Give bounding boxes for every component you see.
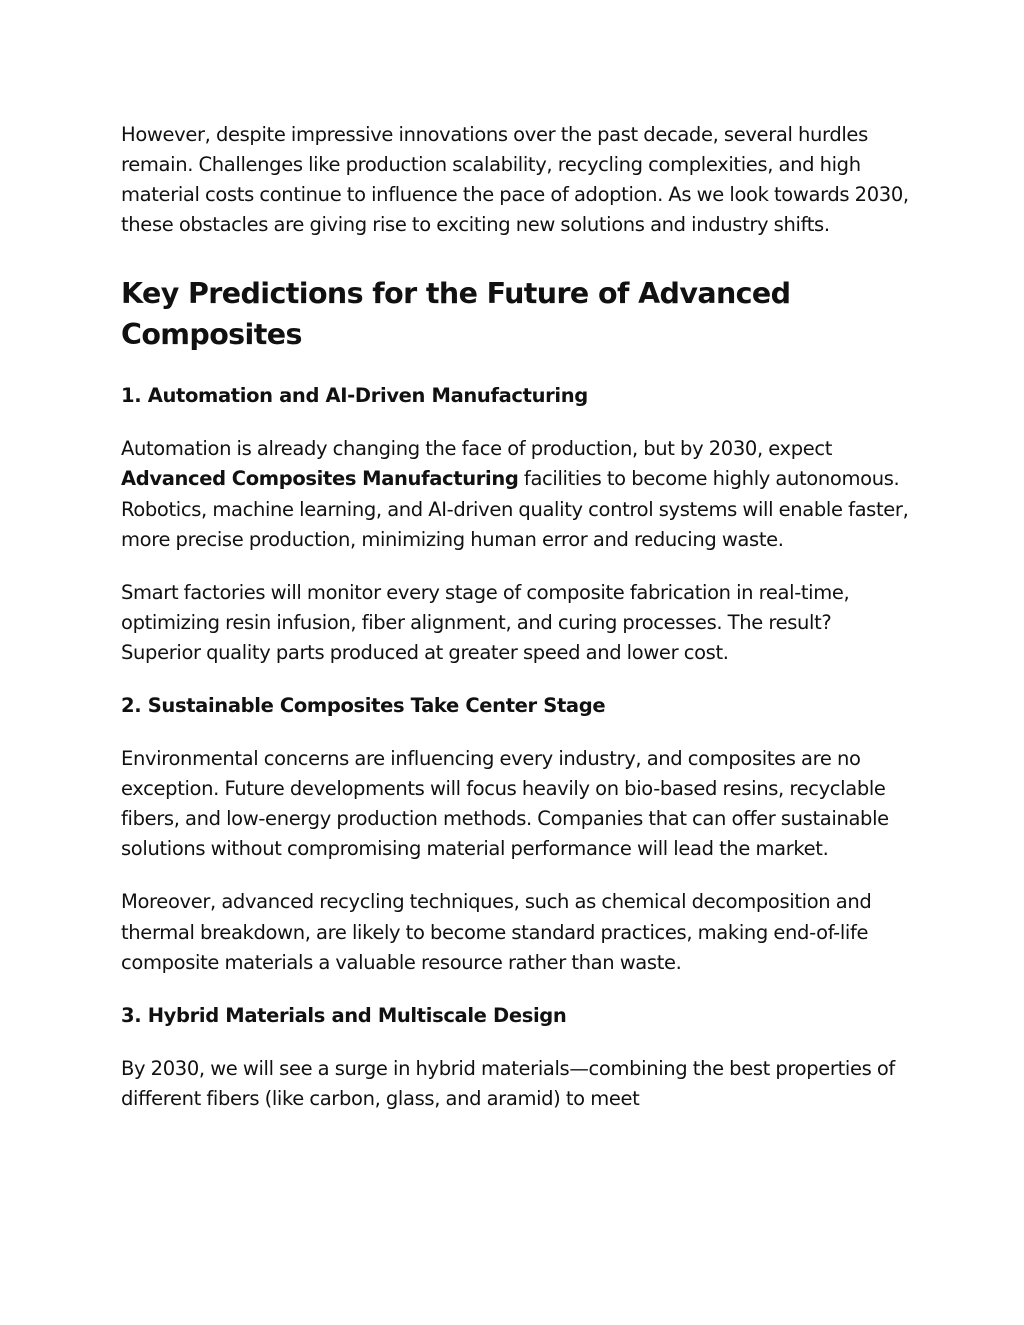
section-2-paragraph-2: Moreover, advanced recycling techniques, such as chemical decomposition and thermal breakdown, are likely to become standard practices, making end-of-life composite materials a valuable resource rather than waste. (121, 890, 872, 974)
section-2-heading: 2. Sustainable Composites Take Center Stage (121, 694, 606, 718)
section-1-bold-term: Advanced Composites Manufacturing (121, 467, 519, 491)
section-2-paragraph-1: Environmental concerns are influencing every industry, and composites are no exception. Future developments will focus heavily on bio-based resins, recyclable fibers, and low-energy production methods. Companies that can offer sustainable solutions without compromising material performance will lead the market. (121, 747, 889, 861)
section-1-paragraph-2: Smart factories will monitor every stage of composite fabrication in real-time, optimizing resin infusion, fiber alignment, and curing processes. The result? Superior quality parts produced at greater speed and lower cost. (121, 580, 850, 664)
section-1-text-after: facilities to become highly autonomous. Robotics, machine learning, and AI-driven quality control systems will enable faster, more precise production, minimizing human error and reducing waste. (121, 467, 909, 551)
document-page (121, 120, 911, 1114)
section-1-heading: 1. Automation and AI-Driven Manufacturing (121, 384, 588, 408)
section-1-text-before: Automation is already changing the face of production, but by 2030, expect (121, 437, 833, 461)
section-1-paragraph-1 (121, 434, 911, 554)
intro-paragraph: However, despite impressive innovations over the past decade, several hurdles remain. Challenges like production scalability, recycling complexities, and high material costs continue to influence the pace of adoption. As we look towards 2030, these obstacles are giving rise to exciting new solutions and industry shifts. (121, 123, 909, 237)
section-3-heading: 3. Hybrid Materials and Multiscale Design (121, 1003, 567, 1027)
section-3-paragraph-1: By 2030, we will see a surge in hybrid materials—combining the best properties of different fibers (like carbon, glass, and aramid) to meet (121, 1056, 895, 1110)
main-heading: Key Predictions for the Future of Advanced Composites (121, 277, 791, 352)
